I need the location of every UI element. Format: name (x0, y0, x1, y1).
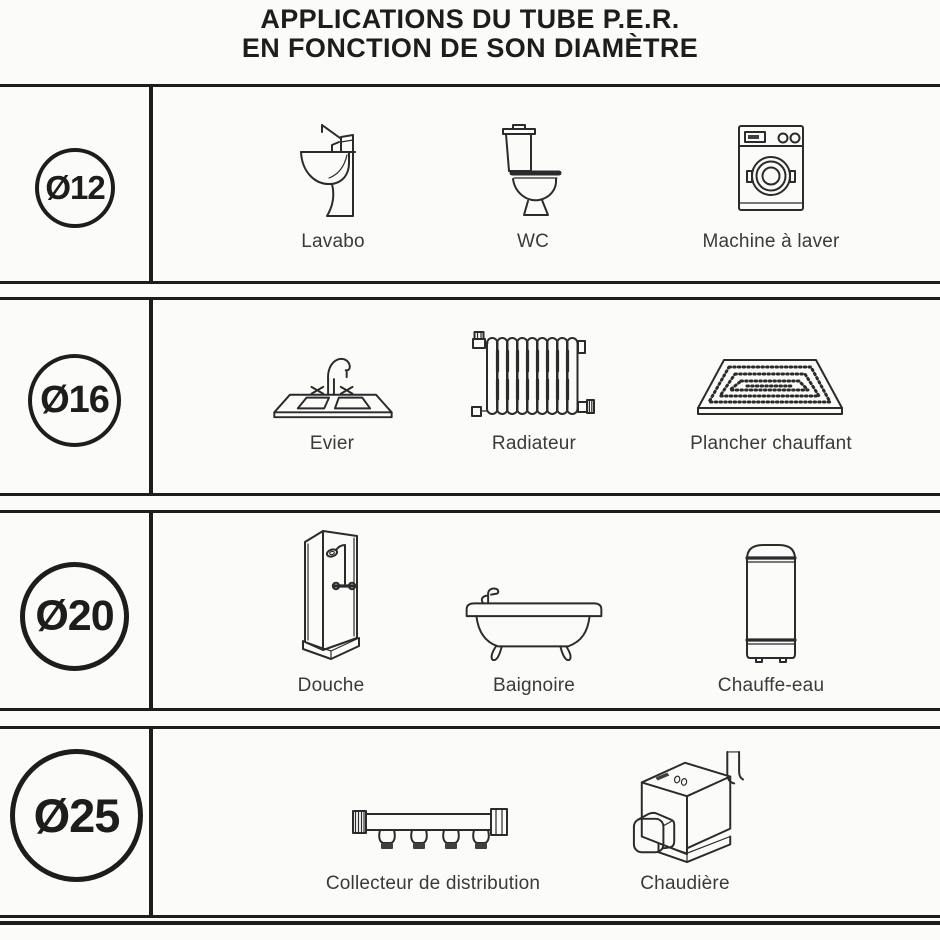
washing-machine-icon (737, 124, 805, 212)
diameter-cell-20 (0, 513, 153, 708)
row-diameter-20 (0, 510, 940, 711)
page-title (0, 5, 940, 63)
shower-icon (295, 522, 367, 662)
item-label: Collecteur de distribution (325, 873, 541, 894)
item-label: Evier (309, 433, 355, 454)
kitchen-sink-icon (265, 338, 399, 426)
bathtub-icon (460, 579, 608, 661)
item-label: Chauffe-eau (717, 675, 825, 696)
diameter-cell-12 (0, 87, 153, 281)
diameter-badge-12: Ø12 (35, 148, 115, 228)
title-line-1: APPLICATIONS DU TUBE P.E.R. (260, 4, 680, 34)
diameter-badge-16: Ø16 (28, 354, 121, 447)
diameter-badge-20: Ø20 (20, 562, 129, 671)
diameter-cell-16 (0, 300, 153, 493)
row-diameter-16 (0, 297, 940, 496)
bottom-divider (0, 921, 940, 925)
radiator-icon (471, 330, 595, 422)
washbasin-icon (293, 112, 373, 220)
item-label: Machine à laver (702, 231, 840, 252)
manifold-icon (351, 806, 517, 850)
toilet-icon (491, 121, 575, 219)
title-line-2: EN FONCTION DE SON DIAMÈTRE (241, 33, 699, 63)
item-label: Plancher chauffant (690, 433, 852, 454)
item-label: Chaudière (640, 873, 730, 894)
row-diameter-25 (0, 726, 940, 918)
item-label: Lavabo (301, 231, 365, 252)
underfloor-heating-icon (696, 356, 844, 422)
diameter-badge-25: Ø25 (10, 749, 143, 882)
item-label: Douche (297, 675, 365, 696)
water-heater-icon (741, 541, 801, 663)
boiler-icon (629, 750, 745, 866)
item-label: WC (516, 231, 550, 252)
diameter-cell-25 (0, 729, 153, 915)
row-diameter-12 (0, 84, 940, 284)
item-label: Baignoire (492, 675, 576, 696)
item-label: Radiateur (491, 433, 577, 454)
